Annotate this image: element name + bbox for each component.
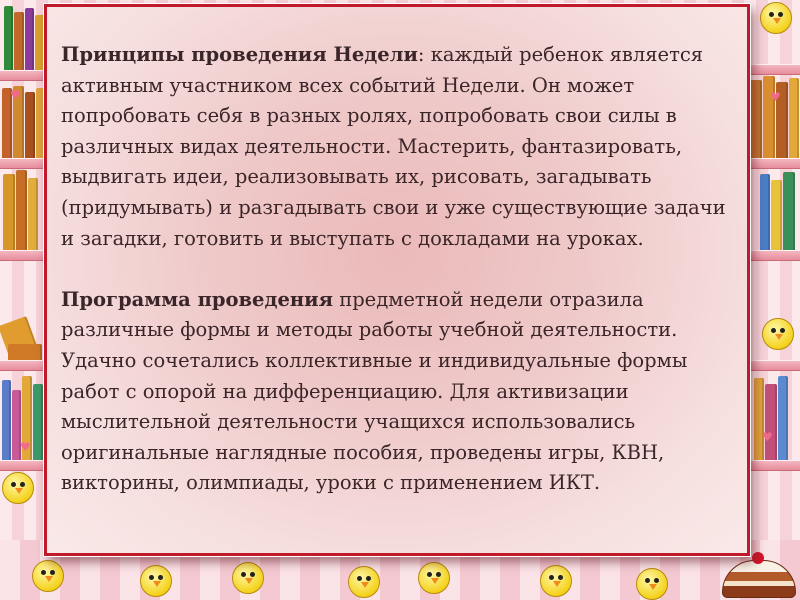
book-icon (16, 170, 27, 250)
book-icon (750, 80, 762, 158)
book-icon (4, 6, 13, 70)
book-icon (25, 8, 34, 70)
book-icon (33, 384, 43, 460)
paragraph-program (61, 285, 741, 499)
book-icon (765, 384, 777, 460)
chick-icon (32, 560, 64, 592)
chick-icon (762, 318, 794, 350)
content-card (44, 4, 750, 556)
paragraph-principles (61, 40, 741, 254)
book-icon (771, 180, 782, 250)
shelf (748, 74, 800, 158)
chick-icon (418, 562, 450, 594)
chick-icon (348, 566, 380, 598)
shelf (748, 168, 800, 250)
book-icon (754, 378, 764, 460)
principles-heading: Принципы проведения Недели (61, 43, 418, 66)
heart-icon: ♥ (20, 440, 31, 454)
program-body: предметной недели отразила различные формы и методы работы учебной деятельности. Удачно сочетались коллективные и индивидуальные формы работ с опорой на дифференциацию. Для активизации мыслительной деятельности учащихся использовались оригинальные наглядные пособия, проведены игры, КВН, викторины, олимпиады, уроки с применением ИКТ. (61, 287, 688, 495)
book-icon (789, 78, 799, 158)
book-icon (3, 174, 15, 250)
book-icon (760, 174, 770, 250)
book-icon (14, 12, 24, 70)
principles-body: : каждый ребенок является активным участником всех событий Недели. Он может попробовать себя в разных ролях, попробовать свои силы в различных видах деятельности. Мастерить, фантазировать, выдвигать идеи, реализовывать их, рисовать, загадывать (придумывать) и разгадывать свои и уже существующие задачи и загадки, готовить и выступать с докладами на уроках. (61, 43, 726, 250)
book-icon (25, 92, 35, 158)
chick-icon (636, 568, 668, 600)
shelf (748, 260, 800, 360)
program-heading: Программа проведения (61, 287, 333, 311)
book-icon (2, 380, 11, 460)
shelf (0, 168, 48, 250)
heart-icon: ♥ (10, 88, 21, 102)
shelf (0, 260, 48, 360)
shelf (0, 0, 48, 70)
shelf-board (0, 460, 48, 471)
book-icon (8, 344, 42, 360)
book-icon (783, 172, 795, 250)
heart-icon: ♥ (762, 430, 773, 444)
book-icon (778, 376, 788, 460)
heart-icon: ♥ (770, 90, 781, 104)
chick-icon (2, 472, 34, 504)
paragraph-spacer (61, 254, 741, 285)
book-icon (28, 178, 38, 250)
shelf-board (748, 460, 800, 471)
slide-text (61, 40, 741, 499)
left-bookshelf (0, 0, 48, 600)
book-icon (763, 76, 775, 158)
shelf (0, 80, 48, 158)
chick-icon (760, 2, 792, 34)
cherry-icon (752, 552, 764, 564)
shelf (748, 370, 800, 460)
chick-icon (540, 565, 572, 597)
chick-icon (232, 562, 264, 594)
chick-icon (140, 565, 172, 597)
